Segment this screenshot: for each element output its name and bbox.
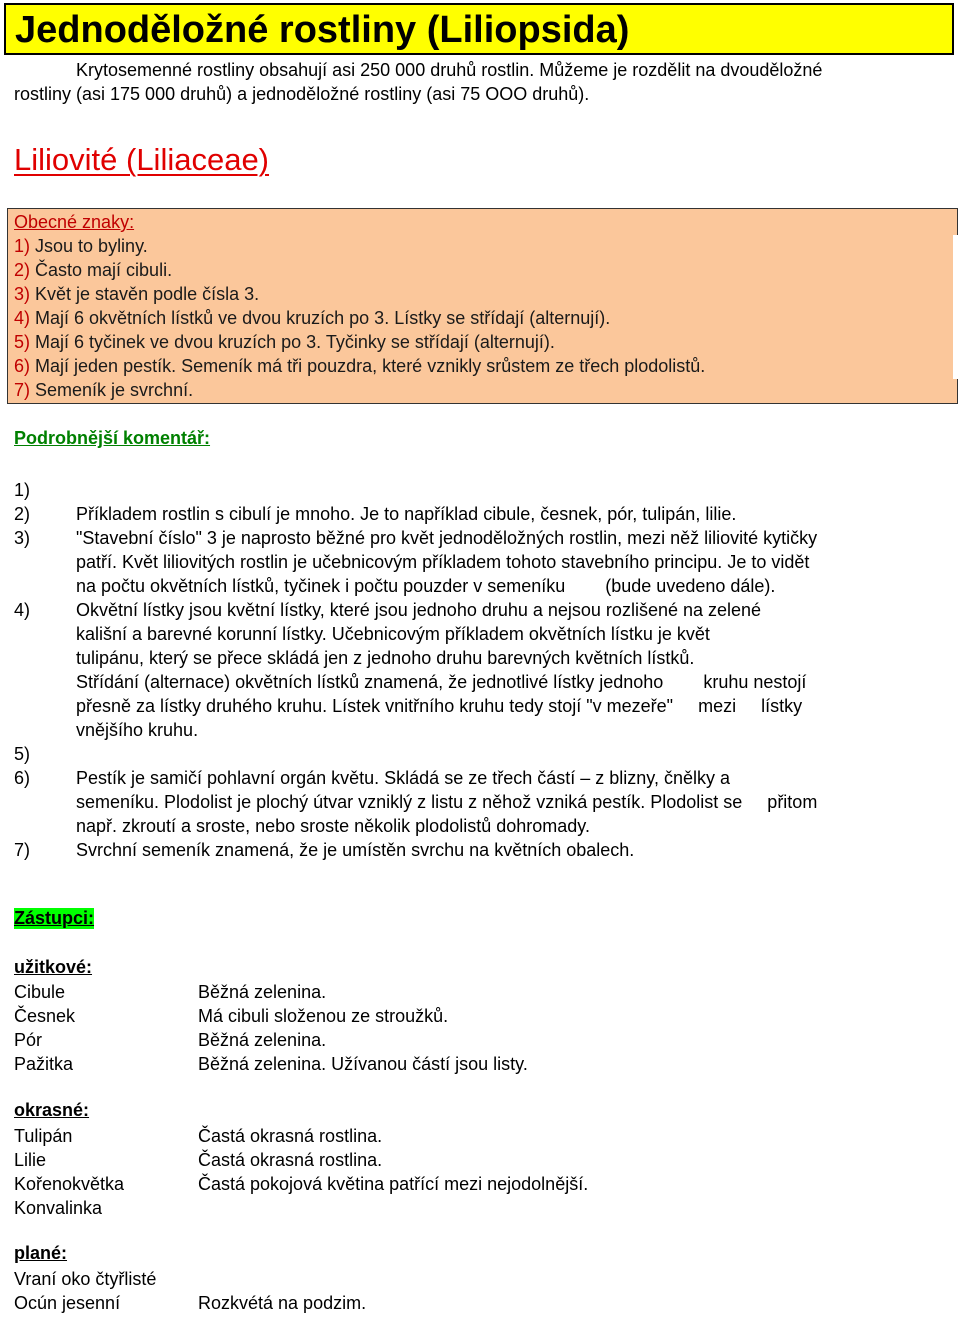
plant-row (14, 1148, 588, 1172)
comment-item (14, 526, 944, 598)
sign-item: 5) Mají 6 tyčinek ve dvou kruzích po 3. Tyčinky se střídají (alternují). (14, 332, 555, 352)
sign-item: 4) Mají 6 okvětních lístků ve dvou kruzích po 3. Lístky se střídají (alternují). (14, 308, 611, 328)
comment-line: Pestík je samičí pohlavní orgán květu. Skládá se ze třech částí – z blizny, čnělky a (76, 768, 730, 788)
comment-line: přesně za lístky druhého kruhu. Lístek vnitřního kruhu tedy stojí "v mezeře" mezi lístky (76, 696, 803, 716)
sign-item: 1) Jsou to byliny. (14, 236, 148, 256)
intro-line-2: rostliny (asi 175 000 druhů) a jednoděložné rostliny (asi 75 OOO druhů). (14, 84, 590, 104)
plant-name: Cibule (14, 982, 66, 1002)
plant-row (14, 1172, 588, 1196)
comment-item (14, 742, 944, 766)
representatives-heading: Zástupci: (14, 908, 95, 928)
plant-row (14, 1291, 366, 1315)
plant-name: Kořenokvětka (14, 1174, 125, 1194)
comment-line: Střídání (alternace) okvětních lístků znamená, že jednotlivé lístky jednoho kruhu nestojí (76, 672, 807, 692)
plant-row (14, 1028, 528, 1052)
plant-note: Má cibuli složenou ze stroužků. (198, 1006, 449, 1026)
plant-note: Běžná zelenina. (198, 982, 327, 1002)
plant-name: Konvalinka (14, 1198, 103, 1218)
wild-heading: plané: (14, 1243, 68, 1263)
comment-line: Příkladem rostlin s cibulí je mnoho. Je to například cibule, česnek, pór, tulipán, lilie. (76, 504, 737, 524)
comment-text (76, 742, 944, 766)
sign-item: 6) Mají jeden pestík. Semeník má tři pouzdra, které vznikly srůstem ze třech plodolistů. (14, 356, 706, 376)
plant-row (14, 980, 528, 1004)
comment-item (14, 766, 944, 838)
comment-item (14, 502, 944, 526)
comment-line: patří. Květ liliovitých rostlin je učebnicovým příkladem tohoto stavebního principu. Je to vidět (76, 552, 810, 572)
plant-row (14, 1196, 588, 1220)
plant-note: Častá okrasná rostlina. (198, 1126, 383, 1146)
useful-list (14, 980, 528, 1076)
plant-name: Česnek (14, 1006, 76, 1026)
comment-line: vnějšího kruhu. (76, 720, 199, 740)
comment-item (14, 838, 944, 862)
comment-line (76, 742, 944, 766)
plant-row (14, 1124, 588, 1148)
comment-number: 2) (14, 504, 31, 524)
ornamental-list (14, 1124, 588, 1220)
general-signs-list (14, 210, 705, 402)
comment-number: 7) (14, 840, 31, 860)
wild-list (14, 1267, 366, 1315)
plant-name: Ocún jesenní (14, 1293, 121, 1313)
intro-paragraph (14, 58, 954, 106)
comment-line: Okvětní lístky jsou květní lístky, které jsou jednoho druhu a nejsou rozlišené na zelené (76, 600, 762, 620)
intro-line-1: Krytosemenné rostliny obsahují asi 250 000 druhů rostlin. Můžeme je rozdělit na dvouděložné (76, 60, 823, 80)
general-signs-heading: Obecné znaky: (14, 212, 135, 232)
comment-number: 3) (14, 528, 31, 548)
comment-number: 1) (14, 480, 31, 500)
comment-text (76, 766, 944, 838)
page-title: Jednoděložné rostliny (Liliopsida) (15, 9, 630, 51)
comment-list (14, 478, 944, 862)
comment-line: semeníku. Plodolist je plochý útvar vzniklý z listu z něhož vzniká pestík. Plodolist se přitom (76, 792, 818, 812)
comment-item (14, 478, 944, 502)
plant-note: Rozkvétá na podzim. (198, 1293, 367, 1313)
sign-item: 2) Často mají cibuli. (14, 260, 173, 280)
comment-line: tulipánu, který se přece skládá jen z jednoho druhu barevných květních lístků. (76, 648, 695, 668)
plant-row (14, 1004, 528, 1028)
ornamental-heading: okrasné: (14, 1100, 90, 1120)
comment-line: na počtu okvětních lístků, tyčinek i počtu pouzder v semeníku (bude uvedeno dále). (76, 576, 776, 596)
plant-name: Tulipán (14, 1126, 73, 1146)
plant-note: Běžná zelenina. Užívanou částí jsou listy. (198, 1054, 528, 1074)
plant-row (14, 1267, 366, 1291)
comment-heading: Podrobnější komentář: (14, 428, 211, 448)
comment-text (76, 526, 944, 598)
comment-number: 4) (14, 600, 31, 620)
sign-item: 7) Semeník je svrchní. (14, 380, 194, 400)
comment-text (76, 502, 944, 526)
comment-line: Svrchní semeník znamená, že je umístěn svrchu na květních obalech. (76, 840, 635, 860)
plant-note: Častá pokojová květina patřící mezi nejodolnější. (198, 1174, 589, 1194)
comment-line: např. zkroutí a sroste, nebo sroste několik plodolistů dohromady. (76, 816, 590, 836)
comment-line (76, 478, 944, 502)
comment-text (76, 478, 944, 502)
comment-number: 5) (14, 744, 31, 764)
useful-heading: užitkové: (14, 957, 93, 977)
comment-line: "Stavební číslo" 3 je naprosto běžné pro květ jednoděložných rostlin, mezi něž liliovité kytičky (76, 528, 818, 548)
comment-line: kališní a barevné korunní lístky. Učebnicovým příkladem okvětních lístku je květ (76, 624, 710, 644)
plant-name: Pažitka (14, 1054, 74, 1074)
comment-number: 6) (14, 768, 31, 788)
plant-name: Pór (14, 1030, 43, 1050)
plant-name: Vraní oko čtyřlisté (14, 1269, 157, 1289)
box-edge-bar (953, 235, 958, 379)
sign-item: 3) Květ je stavěn podle čísla 3. (14, 284, 260, 304)
plant-name: Lilie (14, 1150, 47, 1170)
title-box (4, 3, 954, 55)
comment-item (14, 598, 944, 742)
plant-row (14, 1052, 528, 1076)
plant-note: Běžná zelenina. (198, 1030, 327, 1050)
plant-note: Častá okrasná rostlina. (198, 1150, 383, 1170)
comment-text (76, 598, 944, 742)
comment-text (76, 838, 944, 862)
family-heading: Liliovité (Liliaceae) (14, 142, 270, 177)
